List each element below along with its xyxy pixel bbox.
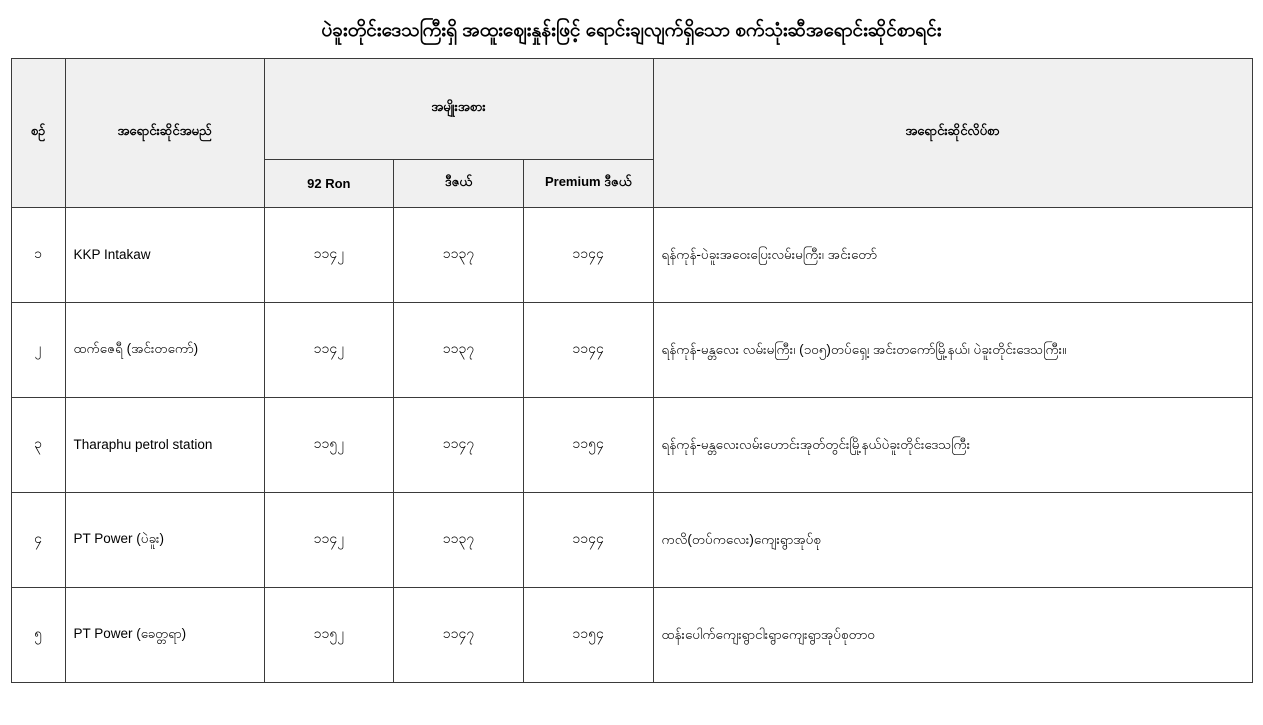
cell-premium-diesel-price: ၁၁၄၄	[523, 492, 653, 587]
table-row	[11, 302, 1252, 397]
fuel-station-table	[11, 58, 1253, 683]
cell-station-name: Tharaphu petrol station	[65, 397, 264, 492]
cell-address: ကလိ(တပ်ကလေး)ကျေးရွာအုပ်စု	[653, 492, 1252, 587]
column-header-type-group: အမျိုးအစား	[264, 58, 653, 159]
cell-address: ရန်ကုန်-မန္တလေးလမ်းဟောင်းအုတ်တွင်းမြို့နယ်ပဲခူးတိုင်းဒေသကြီး	[653, 397, 1252, 492]
cell-station-name: PT Power (ခေတ္တရာ)	[65, 587, 264, 682]
cell-no: ၄	[11, 492, 65, 587]
cell-92ron-price: ၁၁၅၂	[264, 587, 394, 682]
cell-92ron-price: ၁၁၄၂	[264, 302, 394, 397]
table-body	[11, 207, 1252, 682]
cell-no: ၂	[11, 302, 65, 397]
column-header-station-name: အရောင်းဆိုင်အမည်	[65, 58, 264, 207]
cell-station-name: PT Power (ပဲခူး)	[65, 492, 264, 587]
cell-address: ရန်ကုန်-ပဲခူးအဝေးပြေးလမ်းမကြီး၊ အင်းတော်	[653, 207, 1252, 302]
table-row	[11, 492, 1252, 587]
cell-premium-diesel-price: ၁၁၄၄	[523, 207, 653, 302]
column-header-premium-diesel: Premium ဒီဇယ်	[523, 159, 653, 207]
cell-diesel-price: ၁၁၃၇	[394, 207, 524, 302]
cell-diesel-price: ၁၁၄၇	[394, 587, 524, 682]
table-row	[11, 207, 1252, 302]
cell-station-name: ထက်ဇေရီ (အင်းတကော်)	[65, 302, 264, 397]
column-header-diesel: ဒီဇယ်	[394, 159, 524, 207]
page-title: ပဲခူးတိုင်းဒေသကြီးရှိ အထူးဈေးနှုန်းဖြင့် ရောင်းချလျက်ရှိသော စက်သုံးဆီအရောင်းဆိုင်စာရင်း	[321, 20, 942, 41]
table-row	[11, 587, 1252, 682]
cell-premium-diesel-price: ၁၁၄၄	[523, 302, 653, 397]
cell-diesel-price: ၁၁၃၇	[394, 492, 524, 587]
cell-diesel-price: ၁၁၄၇	[394, 397, 524, 492]
cell-address: ရန်ကုန်-မန္တလေး လမ်းမကြီး၊ (၁၀၅)တပ်ရှေ့၊ အင်းတကော်မြို့နယ်၊ ပဲခူးတိုင်းဒေသကြီး။	[653, 302, 1252, 397]
cell-address: ထန်းပေါက်ကျေးရွာငါးရွာကျေးရွာအုပ်စုတာဝ	[653, 587, 1252, 682]
cell-92ron-price: ၁၁၄၂	[264, 207, 394, 302]
cell-no: ၅	[11, 587, 65, 682]
cell-premium-diesel-price: ၁၁၅၄	[523, 397, 653, 492]
cell-no: ၁	[11, 207, 65, 302]
cell-station-name: KKP Intakaw	[65, 207, 264, 302]
cell-92ron-price: ၁၁၄၂	[264, 492, 394, 587]
column-header-92ron: 92 Ron	[264, 159, 394, 207]
cell-92ron-price: ၁၁၅၂	[264, 397, 394, 492]
cell-no: ၃	[11, 397, 65, 492]
table-header	[11, 58, 1252, 207]
cell-premium-diesel-price: ၁၁၅၄	[523, 587, 653, 682]
column-header-address: အရောင်းဆိုင်လိပ်စာ	[653, 58, 1252, 207]
table-header-row-1	[11, 58, 1252, 159]
column-header-no: စဉ်	[11, 58, 65, 207]
table-row	[11, 397, 1252, 492]
cell-diesel-price: ၁၁၃၇	[394, 302, 524, 397]
